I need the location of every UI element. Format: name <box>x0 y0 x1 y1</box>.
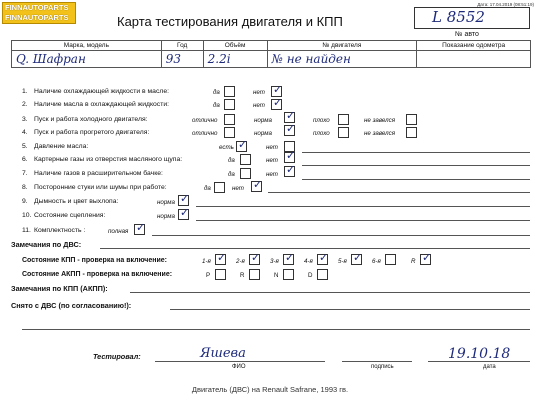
yes-checkbox[interactable] <box>240 154 251 165</box>
item-number: 8. <box>22 184 28 191</box>
gear-label: 2-я <box>236 258 245 265</box>
gear-r-auto-checkbox[interactable] <box>249 269 260 280</box>
volume-value: 2.2i <box>203 51 267 68</box>
vehicle-info-table <box>11 40 531 68</box>
bad-checkbox[interactable] <box>338 127 349 138</box>
complete-checkbox[interactable] <box>134 221 146 235</box>
gearbox-auto-label: Состояние АКПП - проверка на включение: <box>22 271 173 278</box>
notes-line <box>196 206 530 207</box>
page-title: Карта тестирования двигателя и КПП <box>117 14 343 29</box>
gearbox-remarks-heading: Замечания по КПП (АКПП): <box>11 284 108 293</box>
notes-line <box>170 309 530 310</box>
notes-line <box>302 165 530 166</box>
normal-checkbox[interactable] <box>178 192 190 206</box>
option-no: нет <box>266 144 278 151</box>
option-normal: норма <box>254 130 272 137</box>
notes-line <box>302 179 530 180</box>
logo-text-2: FINNAUTOPARTS <box>5 13 69 22</box>
option-excellent: отлично <box>192 130 218 137</box>
gear-d-checkbox[interactable] <box>317 269 328 280</box>
check-mark-icon: ✓ <box>180 206 190 219</box>
sign-label: подпись <box>371 364 394 370</box>
gear-label: R <box>240 272 245 279</box>
notes-line <box>268 192 530 193</box>
year-value: 93 <box>161 51 203 68</box>
check-mark-icon: ✓ <box>136 221 146 234</box>
option-yes: да <box>213 89 220 96</box>
option-yes: да <box>228 171 235 178</box>
gear-2-checkbox[interactable] <box>249 251 261 265</box>
gear-label: 1-я <box>202 258 211 265</box>
no-checkbox[interactable] <box>284 149 296 163</box>
gear-label: R <box>411 258 416 265</box>
check-mark-icon: ✓ <box>251 251 261 264</box>
option-not-started: не завелся <box>364 117 396 124</box>
year-header: Год <box>161 41 203 51</box>
option-normal: норма <box>254 117 272 124</box>
logo <box>2 2 76 24</box>
gear-4-checkbox[interactable] <box>317 251 329 265</box>
option-no: нет <box>253 102 265 109</box>
check-mark-icon: ✓ <box>286 149 296 162</box>
yes-checkbox[interactable] <box>224 99 235 110</box>
photo-caption: Двигатель (ДВС) на Renault Safrane, 1993 гв. <box>191 385 349 394</box>
notes-line <box>100 248 530 249</box>
gearbox-manual-label: Состояние КПП - проверка на включение: <box>22 257 167 264</box>
item-label: Картерные газы из отверстия масляного щупа: <box>34 156 183 163</box>
no-checkbox[interactable] <box>251 178 263 192</box>
item-number: 3. <box>22 116 28 123</box>
check-mark-icon: ✓ <box>319 251 329 264</box>
gear-label: 6-я <box>372 258 381 265</box>
option-no: нет <box>232 185 244 192</box>
model-value: Q. Шафран <box>12 51 162 68</box>
notes-line <box>196 220 530 221</box>
item-label: Наличие масла в охлаждающей жидкости: <box>34 101 169 108</box>
signature-name: Яшева <box>200 346 246 361</box>
ref-number: L 8552 <box>432 8 485 26</box>
item-number: 7. <box>22 170 28 177</box>
no-checkbox[interactable] <box>271 96 283 110</box>
item-label: Комплектность : <box>34 227 86 234</box>
volume-header: Объём <box>203 41 267 51</box>
check-mark-icon: ✓ <box>353 251 363 264</box>
item-number: 5. <box>22 143 28 150</box>
check-mark-icon: ✓ <box>286 163 296 176</box>
excellent-checkbox[interactable] <box>224 114 235 125</box>
bad-checkbox[interactable] <box>338 114 349 125</box>
gear-r-checkbox[interactable] <box>420 251 432 265</box>
fio-line <box>155 361 325 362</box>
tested-by-label: Тестировал: <box>93 352 141 361</box>
date-value: 19.10.18 <box>448 346 511 362</box>
engine-remarks-heading: Замечания по ДВС: <box>11 240 82 249</box>
fio-label: ФИО <box>232 364 246 370</box>
notes-line <box>302 152 530 153</box>
odometer-value <box>417 51 531 68</box>
check-mark-icon: ✓ <box>285 251 295 264</box>
check-mark-icon: ✓ <box>286 109 296 122</box>
item-number: 1. <box>22 88 28 95</box>
check-mark-icon: ✓ <box>238 138 248 151</box>
check-mark-icon: ✓ <box>273 83 283 96</box>
item-number: 11. <box>22 227 31 234</box>
present-checkbox[interactable] <box>236 138 248 152</box>
model-header: Марка, модель <box>12 41 162 51</box>
check-mark-icon: ✓ <box>217 251 227 264</box>
gear-label: 5-я <box>338 258 347 265</box>
item-label: Давление масла: <box>34 143 89 150</box>
option-no: нет <box>266 157 278 164</box>
option-no: нет <box>253 89 265 96</box>
gear-label: N <box>274 272 279 279</box>
gear-label: P <box>206 272 211 279</box>
item-number: 9. <box>22 198 28 205</box>
sign-line <box>342 361 412 362</box>
logo-text-1: FINNAUTOPARTS <box>5 3 69 12</box>
option-complete: полная <box>108 228 129 235</box>
gear-1-checkbox[interactable] <box>215 251 227 265</box>
gear-label: D <box>308 272 313 279</box>
odometer-header: Показание одометра <box>417 41 531 51</box>
check-mark-icon: ✓ <box>180 192 190 205</box>
no-checkbox[interactable] <box>284 163 296 177</box>
gear-label: 3-я <box>270 258 279 265</box>
engine-no-value: № не найден <box>267 51 417 68</box>
normal-checkbox[interactable] <box>284 122 296 136</box>
date-stamp: Дата: 17.04.2019 (08:51:19) <box>477 2 534 7</box>
item-label: Состояние сцепления: <box>34 212 106 219</box>
item-label: Пуск и работа холодного двигателя: <box>34 116 148 123</box>
item-number: 2. <box>22 101 28 108</box>
check-mark-icon: ✓ <box>422 251 432 264</box>
gear-label: 4-я <box>304 258 313 265</box>
n-auto-label: № авто <box>455 31 479 38</box>
yes-checkbox[interactable] <box>240 168 251 179</box>
check-mark-icon: ✓ <box>273 96 283 109</box>
option-yes: да <box>204 185 211 192</box>
not-started-checkbox[interactable] <box>406 127 417 138</box>
option-yes: да <box>213 102 220 109</box>
yes-checkbox[interactable] <box>224 86 235 97</box>
check-mark-icon: ✓ <box>253 178 263 191</box>
gear-p-checkbox[interactable] <box>215 269 226 280</box>
removed-heading: Снято с ДВС (по согласованию!): <box>11 301 132 310</box>
option-not-started: не завелся <box>364 130 396 137</box>
option-normal: норма <box>157 199 175 206</box>
notes-line <box>130 292 530 293</box>
item-number: 10. <box>22 212 32 219</box>
gear-5-checkbox[interactable] <box>351 251 363 265</box>
yes-checkbox[interactable] <box>214 182 225 193</box>
item-number: 4. <box>22 129 28 136</box>
option-normal: норма <box>157 213 175 220</box>
option-yes: да <box>228 157 235 164</box>
item-label: Дымность и цвет выхлопа: <box>34 198 119 205</box>
item-label: Пуск и работа прогретого двигателя: <box>34 129 150 136</box>
not-started-checkbox[interactable] <box>406 114 417 125</box>
excellent-checkbox[interactable] <box>224 127 235 138</box>
option-present: есть <box>219 144 234 151</box>
item-label: Наличие охлаждающей жидкости в масле: <box>34 88 169 95</box>
normal-checkbox[interactable] <box>178 206 190 220</box>
check-mark-icon: ✓ <box>286 122 296 135</box>
gear-n-checkbox[interactable] <box>283 269 294 280</box>
option-bad: плохо <box>313 117 330 124</box>
option-bad: плохо <box>313 130 330 137</box>
item-label: Посторонние стуки или шумы при работе: <box>34 184 167 191</box>
gear-3-checkbox[interactable] <box>283 251 295 265</box>
item-number: 6. <box>22 156 28 163</box>
item-label: Наличие газов в расширительном бачке: <box>34 170 163 177</box>
engine-no-header: № двигателя <box>267 41 417 51</box>
date-label: дата <box>483 364 496 370</box>
option-excellent: отлично <box>192 117 218 124</box>
option-no: нет <box>266 171 278 178</box>
gear-6-checkbox[interactable] <box>385 254 396 265</box>
notes-line <box>152 235 530 236</box>
notes-line <box>22 329 530 330</box>
